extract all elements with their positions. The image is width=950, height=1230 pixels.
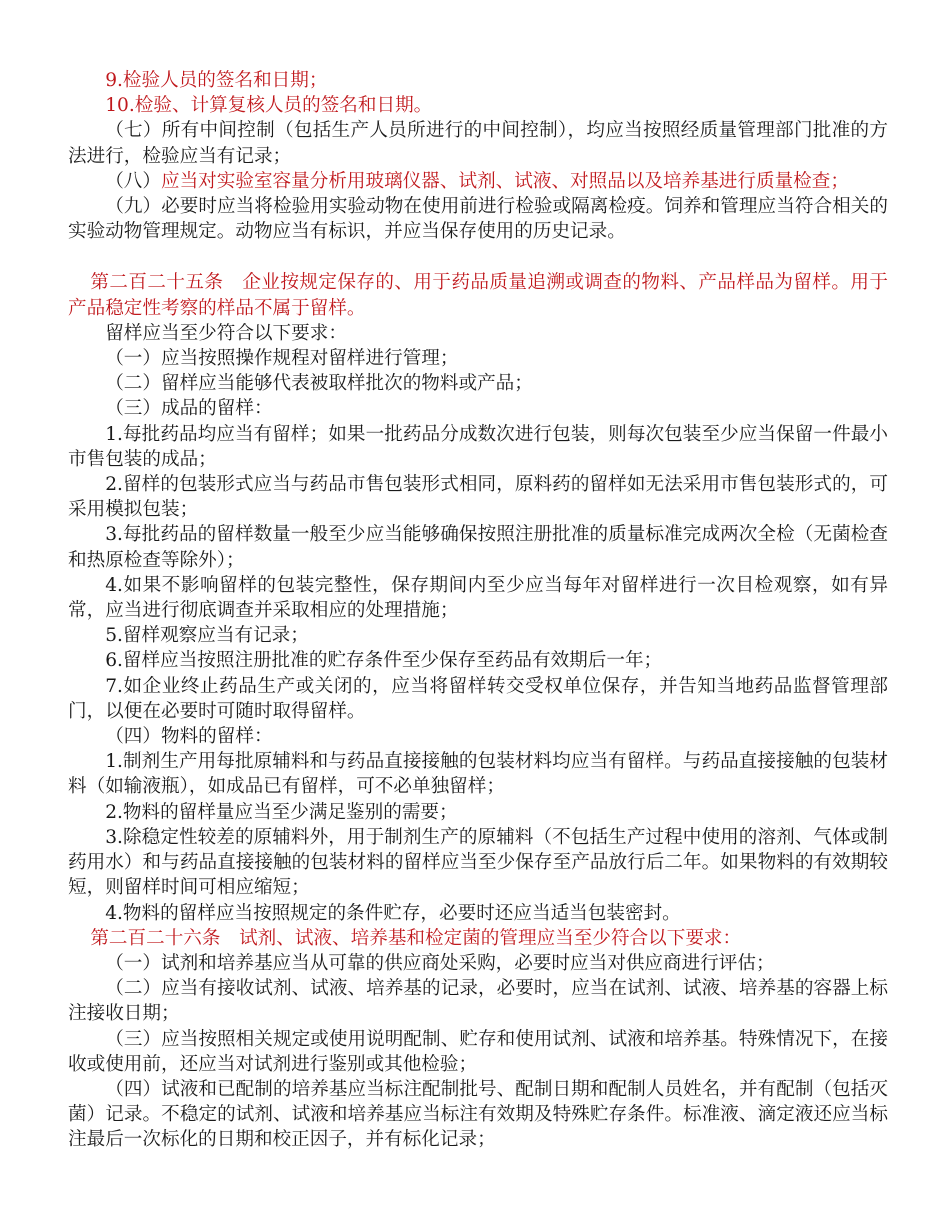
material-retention-3: 3.除稳定性较差的原辅料外，用于制剂生产的原辅料（不包括生产过程中使用的溶剂、气体或制药用水）和与药品直接接触的包装材料的留样应当至少保存至产品放行后二年。如果物料的有效期较短，则留样时间可相应缩短； <box>68 826 888 899</box>
item-9-signature: 9.检验人员的签名和日期； <box>105 70 328 91</box>
material-retention-4: 4.物料的留样应当按照规定的条件贮存，必要时还应当适当包装密封。 <box>105 902 681 924</box>
clause-8-glassware-check <box>68 169 888 194</box>
reagent-item-2: （二）应当有接收试剂、试液、培养基的记录，必要时，应当在试剂、试液、培养基的容器上标注接收日期； <box>68 978 888 1025</box>
clause-9-lab-animals: （九）必要时应当将检验用实验动物在使用前进行检验或隔离检疫。饲养和管理应当符合相关的实验动物管理规定。动物应当有标识，并应当保存使用的历史记录。 <box>68 196 888 243</box>
finished-product-1: 1.每批药品均应当有留样；如果一批药品分成数次进行包装，则每次包装至少应当保留一件最小市售包装的成品； <box>68 423 888 470</box>
retention-item-3: （三）成品的留样： <box>105 398 273 420</box>
finished-product-3: 3.每批药品的留样数量一般至少应当能够确保按照注册批准的质量标准完成两次全检（无菌检查和热原检查等除外）； <box>68 524 888 571</box>
reagent-item-1: （一）试剂和培养基应当从可靠的供应商处采购，必要时应当对供应商进行评估； <box>105 952 775 974</box>
reagent-item-3: （三）应当按照相关规定或使用说明配制、贮存和使用试剂、试液和培养基。特殊情况下，在接收或使用前，还应当对试剂进行鉴别或其他检验； <box>68 1028 888 1075</box>
retention-requirements-intro: 留样应当至少符合以下要求： <box>105 322 347 344</box>
retention-item-4: （四）物料的留样： <box>105 726 273 748</box>
article-225-heading: 第二百二十五条 企业按规定保存的、用于药品质量追溯或调查的物料、产品样品为留样。用于产品稳定性考察的样品不属于留样。 <box>68 272 888 319</box>
retention-item-2: （二）留样应当能够代表被取样批次的物料或产品； <box>105 373 533 395</box>
item-10-review-signature: 10.检验、计算复核人员的签名和日期。 <box>105 95 433 117</box>
retention-item-1: （一）应当按照操作规程对留样进行管理； <box>105 348 459 370</box>
material-retention-1: 1.制剂生产用每批原辅料和与药品直接接触的包装材料均应当有留样。与药品直接接触的包装材料（如输液瓶），如成品已有留样，可不必单独留样； <box>68 751 888 798</box>
material-retention-2: 2.物料的留样量应当至少满足鉴别的需要； <box>105 801 458 823</box>
document-page <box>68 68 888 1153</box>
finished-product-7: 7.如企业终止药品生产或关闭的，应当将留样转交受权单位保存，并告知当地药品监督管理部门，以便在必要时可随时取得留样。 <box>68 675 888 722</box>
clause-8-prefix: （八） <box>105 170 161 192</box>
finished-product-5: 5.留样观察应当有记录； <box>105 625 309 647</box>
finished-product-6: 6.留样应当按照注册批准的贮存条件至少保存至药品有效期后一年； <box>105 650 663 672</box>
finished-product-2: 2.留样的包装形式应当与药品市售包装形式相同，原料药的留样如无法采用市售包装形式的，可采用模拟包装； <box>68 474 888 521</box>
finished-product-4: 4.如果不影响留样的包装完整性，保存期间内至少应当每年对留样进行一次目检观察，如有异常，应当进行彻底调查并采取相应的处理措施； <box>68 574 888 622</box>
clause-8-text: 应当对实验室容量分析用玻璃仪器、试剂、试液、对照品以及培养基进行质量检查； <box>160 170 849 192</box>
reagent-item-4: （四）试液和已配制的培养基应当标注配制批号、配制日期和配制人员姓名，并有配制（包括灭菌）记录。不稳定的试剂、试液和培养基应当标注有效期及特殊贮存条件。标准液、滴定液还应当标注最后一次标化的日期和校正因子，并有标化记录； <box>68 1078 888 1151</box>
article-226-heading: 第二百二十六条 试剂、试液、培养基和检定菌的管理应当至少符合以下要求： <box>90 927 742 949</box>
section-gap <box>68 244 888 270</box>
clause-7-intermediate-control: （七）所有中间控制（包括生产人员所进行的中间控制），均应当按照经质量管理部门批准的方法进行，检验应当有记录； <box>68 120 888 167</box>
